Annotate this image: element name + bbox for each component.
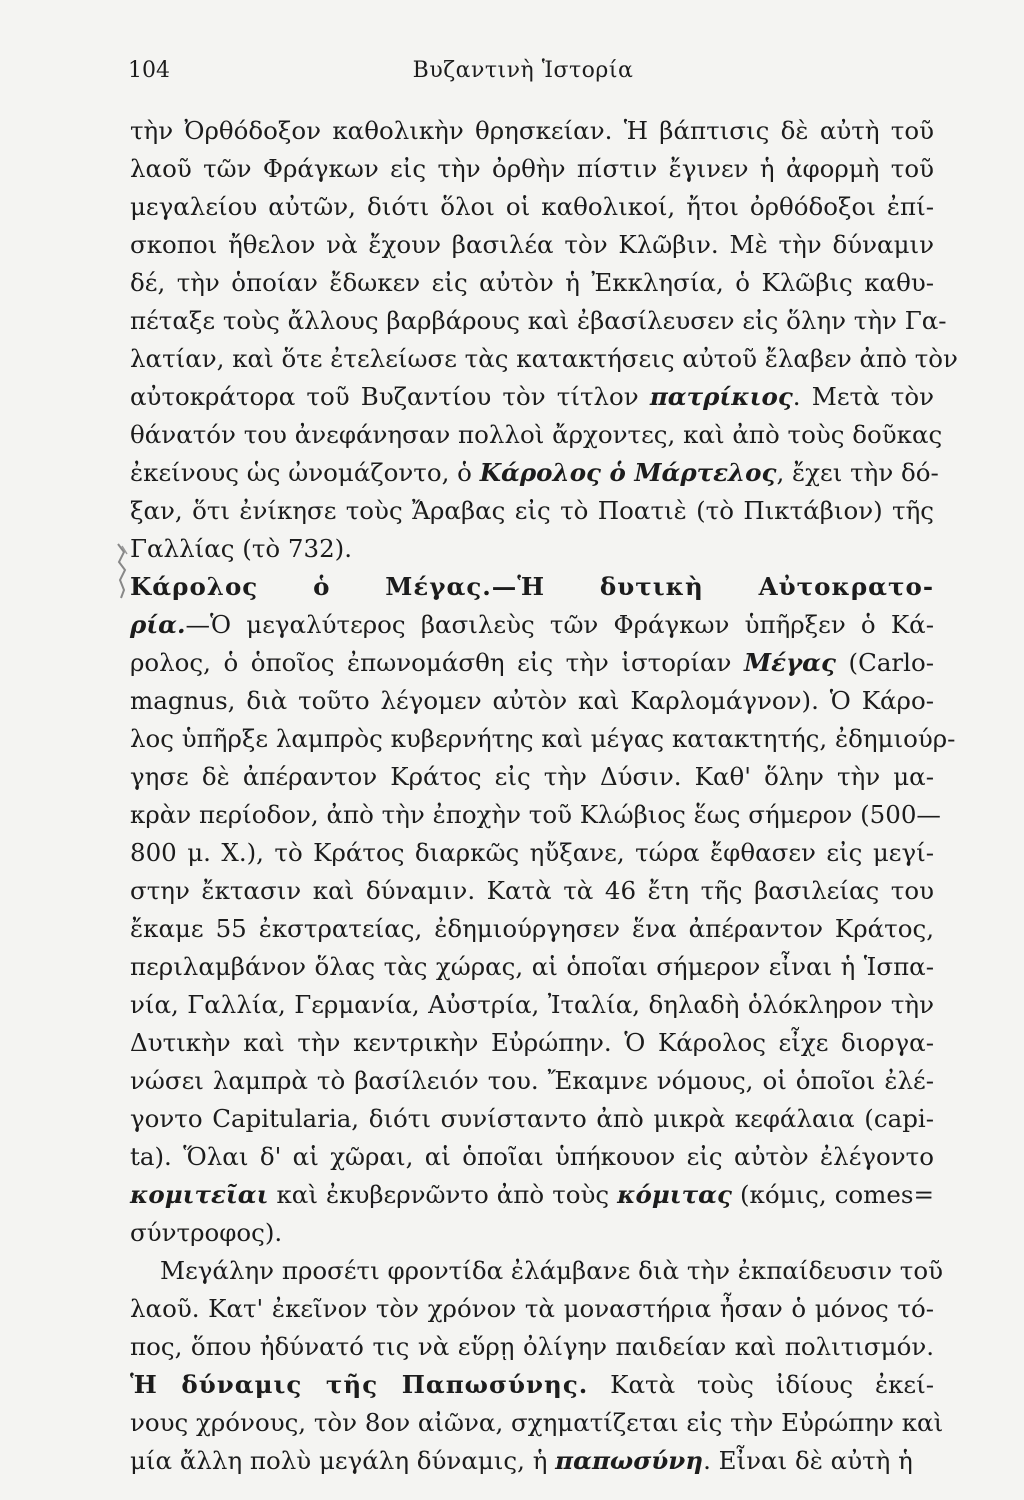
text-run: νία, Γαλλία, Γερμανία, Αὐστρία, Ἰταλία, δηλαδὴ ὁλόκληρον τὴν xyxy=(130,990,934,1019)
text-run: νώσει λαμπρὰ τὸ βασίλειόν του. Ἔκαμνε νόμους, οἱ ὁποῖοι ἐλέ- xyxy=(130,1066,934,1095)
page-header xyxy=(128,58,918,88)
text-run: κρὰν περίοδον, ἀπὸ τὴν ἐποχὴν τοῦ Κλώβιος ἕως σήμερον (500— xyxy=(130,800,941,829)
text-line xyxy=(130,454,939,492)
text-run: θάνατόν του ἀνεφάνησαν πολλοὶ ἄρχοντες, καὶ ἀπὸ τοὺς δοῦκας xyxy=(130,420,943,449)
text-run: σκοποι ἤθελον νὰ ἔχουν βασιλέα τὸν Κλῶβιν. Μὲ τὴν δύναμιν xyxy=(130,230,934,259)
text-run: λαοῦ. Κατ' ἐκεῖνον τὸν χρόνον τὰ μοναστήρια ἦσαν ὁ μόνος τό- xyxy=(130,1294,934,1323)
text-line xyxy=(130,1290,934,1328)
text-run: γησε δὲ ἀπέραντον Κράτος εἰς τὴν Δύσιν. Καθ' ὅλην τὴν μα- xyxy=(130,762,934,791)
text-line xyxy=(130,872,934,910)
text-line xyxy=(130,910,934,948)
emphasis-term: παπωσύνη xyxy=(555,1446,704,1475)
text-run: ξαν, ὅτι ἐνίκησε τοὺς Ἄραβας εἰς τὸ Ποατιὲ (τὸ Πικτάβιον) τῆς xyxy=(130,496,934,525)
text-line xyxy=(130,1442,934,1480)
text-run: (κόμις, comes= xyxy=(731,1180,934,1209)
text-line xyxy=(130,834,934,872)
text-line xyxy=(130,720,956,758)
text-line xyxy=(130,1214,934,1252)
text-run: καὶ ἐκυβερνῶντο ἀπὸ τοὺς xyxy=(268,1180,618,1209)
emphasis-term: Μέγας xyxy=(743,648,836,677)
text-line xyxy=(130,340,958,378)
text-run: περιλαμβάνον ὅλας τὰς χώρας, αἱ ὁποῖαι σήμερον εἶναι ἡ Ἱσπα- xyxy=(130,952,934,981)
text-line xyxy=(130,644,934,682)
text-line xyxy=(130,758,934,796)
text-run: . Εἶναι δὲ αὐτὴ ἡ xyxy=(703,1446,913,1475)
text-run: —Ὁ μεγαλύτερος βασιλεὺς τῶν Φράγκων ὑπῆρξεν ὁ Κά- xyxy=(185,610,934,639)
text-run: (Carlo- xyxy=(835,648,934,677)
text-line xyxy=(130,1138,934,1176)
text-run: ta). Ὅλαι δ' αἱ χῶραι, αἱ ὁποῖαι ὑπήκουον εἰς αὐτὸν ἐλέγοντο xyxy=(130,1142,934,1171)
text-line xyxy=(130,1100,934,1138)
text-run: Γαλλίας (τὸ 732). xyxy=(130,534,353,563)
text-run: μία ἄλλη πολὺ μεγάλη δύναμις, ἡ xyxy=(130,1446,556,1475)
emphasis-term: κομιτεῖαι xyxy=(130,1180,269,1209)
text-run: , ἔχει τὴν δό- xyxy=(776,458,939,487)
text-line xyxy=(130,606,934,644)
text-run: νους χρόνους, τὸν 8ον αἰῶνα, σχηματίζεται εἰς τὴν Εὐρώπην καὶ xyxy=(130,1408,944,1437)
text-line xyxy=(130,188,934,226)
text-line xyxy=(130,302,947,340)
text-run: Κατὰ τοὺς ἰδίους ἐκεί- xyxy=(588,1370,934,1399)
body-text xyxy=(130,112,958,1480)
text-run: γοντο Capitularia, διότι συνίσταντο ἀπὸ μικρὰ κεφάλαια (capi- xyxy=(130,1104,934,1133)
text-line xyxy=(130,1328,934,1366)
text-line xyxy=(130,150,934,188)
text-line xyxy=(130,986,934,1024)
emphasis-term: ρία. xyxy=(130,610,186,639)
section-heading: Ἡ δύναμις τῆς Παπωσύνης. xyxy=(130,1370,589,1399)
text-line xyxy=(130,1176,934,1214)
text-line xyxy=(130,226,934,264)
text-run: μεγαλείου αὐτῶν, διότι ὅλοι οἱ καθολικοί, ἤτοι ὀρθόδοξοι ἐπί- xyxy=(130,192,934,221)
text-run: magnus, διὰ τοῦτο λέγομεν αὐτὸν καὶ Καρλομάγνον). Ὁ Κάρο- xyxy=(130,686,934,715)
text-line xyxy=(130,492,934,530)
text-line xyxy=(130,1062,934,1100)
section-heading: Κάρολος ὁ Μέγας.—Ἡ δυτικὴ Αὐτοκρατο- xyxy=(130,572,934,601)
text-run: Δυτικὴν καὶ τὴν κεντρικὴν Εὐρώπην. Ὁ Κάρολος εἶχε διοργα- xyxy=(130,1028,934,1057)
text-run: αὐτοκράτορα τοῦ Βυζαντίου τὸν τίτλον xyxy=(130,382,650,411)
text-run: τὴν Ὀρθόδοξον καθολικὴν θρησκείαν. Ἡ βάπτισις δὲ αὐτὴ τοῦ xyxy=(130,116,934,145)
text-run: Μεγάλην προσέτι φροντίδα ἐλάμβανε διὰ τὴν ἐκπαίδευσιν τοῦ xyxy=(160,1256,944,1285)
text-line xyxy=(130,796,941,834)
text-run: λαοῦ τῶν Φράγκων εἰς τὴν ὀρθὴν πίστιν ἔγινεν ἡ ἀφορμὴ τοῦ xyxy=(130,154,934,183)
text-line xyxy=(130,1252,944,1290)
emphasis-term: πατρίκιος xyxy=(649,382,793,411)
text-run: λος ὑπῆρξε λαμπρὸς κυβερνήτης καὶ μέγας κατακτητής, ἐδημιούρ- xyxy=(130,724,956,753)
running-title: Βυζαντινὴ Ἱστορία xyxy=(412,58,634,83)
text-line xyxy=(130,530,934,568)
text-run: πος, ὅπου ἠδύνατό τις νὰ εὕρῃ ὀλίγην παιδείαν καὶ πολιτισμόν. xyxy=(130,1332,934,1361)
text-run: δέ, τὴν ὁποίαν ἔδωκεν εἰς αὐτὸν ἡ Ἐκκλησία, ὁ Κλῶβις καθυ- xyxy=(130,268,934,297)
text-line xyxy=(130,1366,934,1404)
text-line xyxy=(130,1404,944,1442)
text-line xyxy=(130,568,934,606)
emphasis-term: Κάρολος ὁ Μάρτελος xyxy=(479,458,777,487)
emphasis-term: κόμιτας xyxy=(617,1180,732,1209)
text-line xyxy=(130,1024,934,1062)
text-run: ἔκαμε 55 ἐκστρατείας, ἐδημιούργησεν ἕνα ἀπέραντον Κράτος, xyxy=(130,914,934,943)
text-run: ἐκείνους ὡς ὠνομάζοντο, ὁ xyxy=(130,458,480,487)
text-run: . Μετὰ τὸν xyxy=(792,382,934,411)
page-number: 104 xyxy=(128,58,170,83)
text-run: 800 μ. Χ.), τὸ Κράτος διαρκῶς ηὔξανε, τώρα ἔφθασεν εἰς μεγί- xyxy=(130,838,934,867)
text-line xyxy=(130,264,934,302)
text-line xyxy=(130,682,934,720)
text-run: πέταξε τοὺς ἄλλους βαρβάρους καὶ ἐβασίλευσεν εἰς ὅλην τὴν Γα- xyxy=(130,306,947,335)
text-run: στην ἔκτασιν καὶ δύναμιν. Κατὰ τὰ 46 ἔτη τῆς βασιλείας του xyxy=(130,876,934,905)
text-line xyxy=(130,416,943,454)
text-line xyxy=(130,948,934,986)
text-run: σύντροφος). xyxy=(130,1218,283,1247)
text-line xyxy=(130,378,934,416)
text-run: λατίαν, καὶ ὅτε ἐτελείωσε τὰς κατακτήσεις αὐτοῦ ἔλαβεν ἀπὸ τὸν xyxy=(130,344,958,373)
text-line xyxy=(130,112,934,150)
text-run: ρολος, ὁ ὁποῖος ἐπωνομάσθη εἰς τὴν ἱστορίαν xyxy=(130,648,744,677)
